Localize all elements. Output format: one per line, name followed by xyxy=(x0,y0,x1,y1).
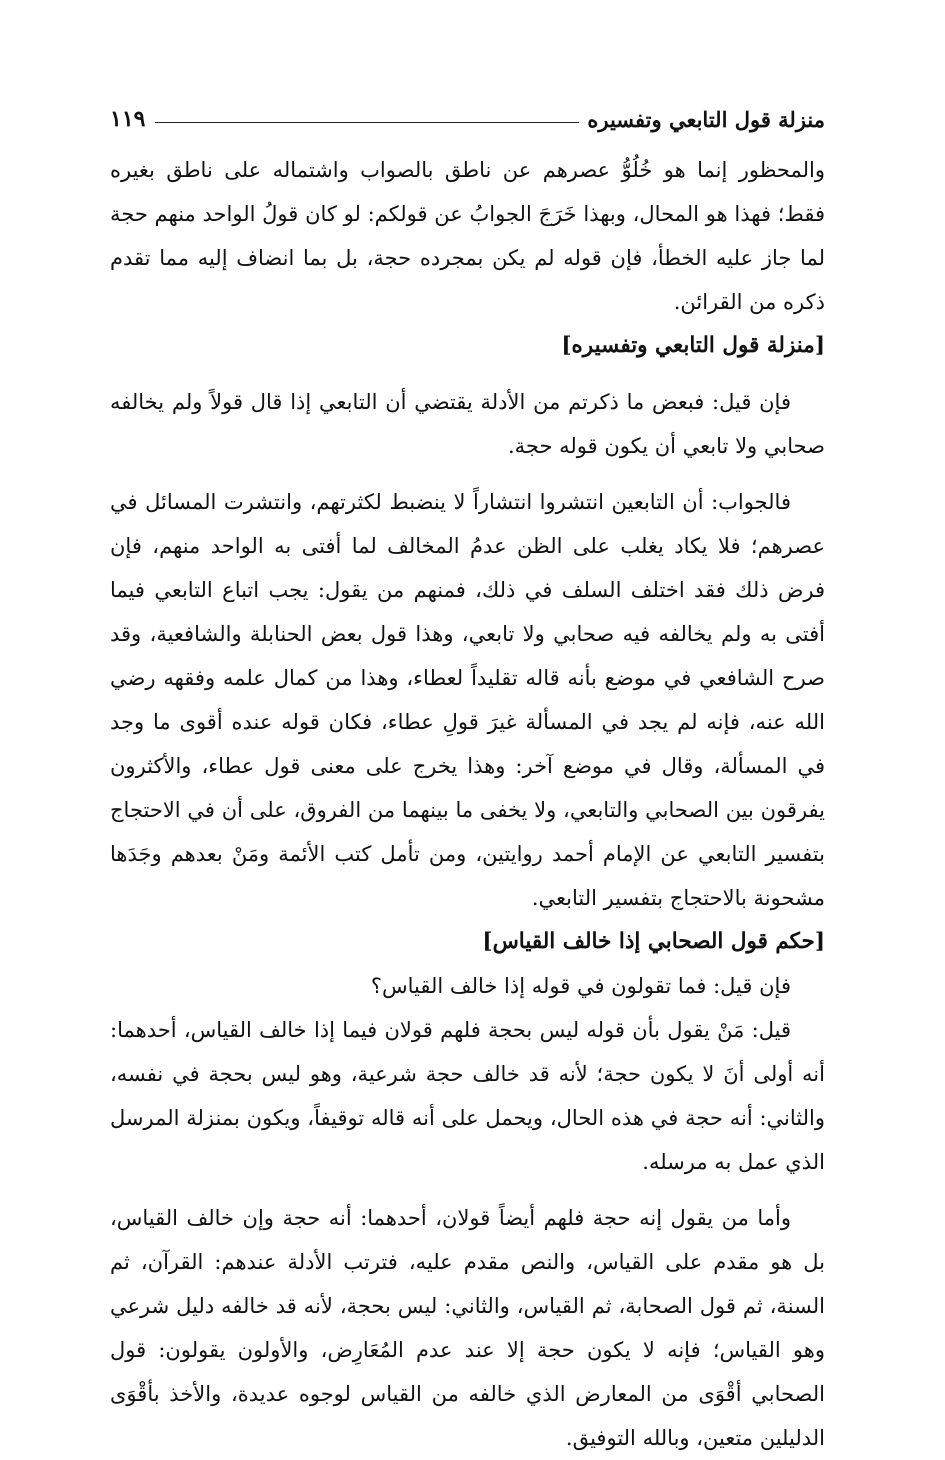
paragraph-5: قيل: مَنْ يقول بأن قوله ليس بحجة فلهم قولان فيما إذا خالف القياس، أحدهما: أنه أولى أنَ لا يكون حجة؛ لأنه قد خالف حجة شرعية، وهو ليس بحجة في نفسه، والثاني: أنه حجة في هذه الحال، ويحمل على أنه قاله توقيفاً، ويكون بمنزلة المرسل الذي عمل به مرسله. xyxy=(110,1018,825,1174)
paragraph-4: فإن قيل: فما تقولون في قوله إذا خالف القياس؟ xyxy=(370,974,791,998)
paragraph-6: وأما من يقول إنه حجة فلهم أيضاً قولان، أحدهما: أنه حجة وإن خالف القياس، بل هو مقدم على القياس، والنص مقدم عليه، فترتب الأدلة عندهم: القرآن، ثم السنة، ثم قول الصحابة، ثم القياس، والثاني: ليس بحجة، لأنه قد خالفه دليل شرعي وهو القياس؛ فإنه لا يكون حجة إلا عند عدم المُعَارِض، والأولون يقولون: قول الصحابي أقْوَى من المعارض الذي خالفه من القياس لوجوه عديدة، والأخذ بأقْوَى الدليلين متعين، وبالله التوفيق. xyxy=(110,1206,825,1450)
running-title: منزلة قول التابعي وتفسيره xyxy=(587,106,825,132)
section-heading-2: [حكم قول الصحابي إذا خالف القياس] xyxy=(482,929,825,954)
paragraph-3: فالجواب: أن التابعين انتشروا انتشاراً لا ينضبط لكثرتهم، وانتشرت المسائل في عصرهم؛ فلا يكاد يغلب على الظن عدمُ المخالف لما أفتى به الواحد منهم، فإن فرض ذلك فقد اختلف السلف في ذلك، فمنهم من يقول: يجب اتباع التابعي فيما أفتى به ولم يخالفه فيه صحابي ولا تابعي، وهذا قول بعض الحنابلة والشافعية، وقد صرح الشافعي في موضع بأنه قاله تقليداً لعطاء، وهذا من كمال علمه وفقهه رضي الله عنه، فإنه لم يجد في المسألة غيرَ قولِ عطاء، فكان قوله عنده أقوى ما وجد في المسألة، وقال في موضع آخر: وهذا يخرج على معنى قول عطاء، والأكثرون يفرقون بين الصحابي والتابعي، ولا يخفى ما بينهما من الفروق، على أن في الاحتجاج بتفسير التابعي عن الإمام أحمد روايتين، ومن تأمل كتب الأئمة ومَنْ بعدهم وجَدَها مشحونة بالاحتجاج بتفسير التابعي. xyxy=(110,490,825,910)
paragraph-2: فإن قيل: فبعض ما ذكرتم من الأدلة يقتضي أن التابعي إذا قال قولاً ولم يخالفه صحابي ولا تابعي أن يكون قوله حجة. xyxy=(110,390,825,458)
header-rule xyxy=(155,122,579,123)
section-heading-1: [منزلة قول التابعي وتفسيره] xyxy=(561,333,825,358)
paragraph-1: والمحظور إنما هو خُلُوُّ عصرهم عن ناطق بالصواب واشتماله على ناطق بغيره فقط؛ فهذا هو المحال، وبهذا خَرَجَ الجوابُ عن قولكم: لو كان قولُ الواحد منهم حجة لما جاز عليه الخطأ، فإن قوله لم يكن بمجرده حجة، بل بما انضاف إليه مما تقدم ذكره من القرائن. xyxy=(110,158,825,314)
page-header xyxy=(110,102,825,136)
page-body xyxy=(110,148,825,1460)
page-number: ١١٩ xyxy=(110,106,146,132)
